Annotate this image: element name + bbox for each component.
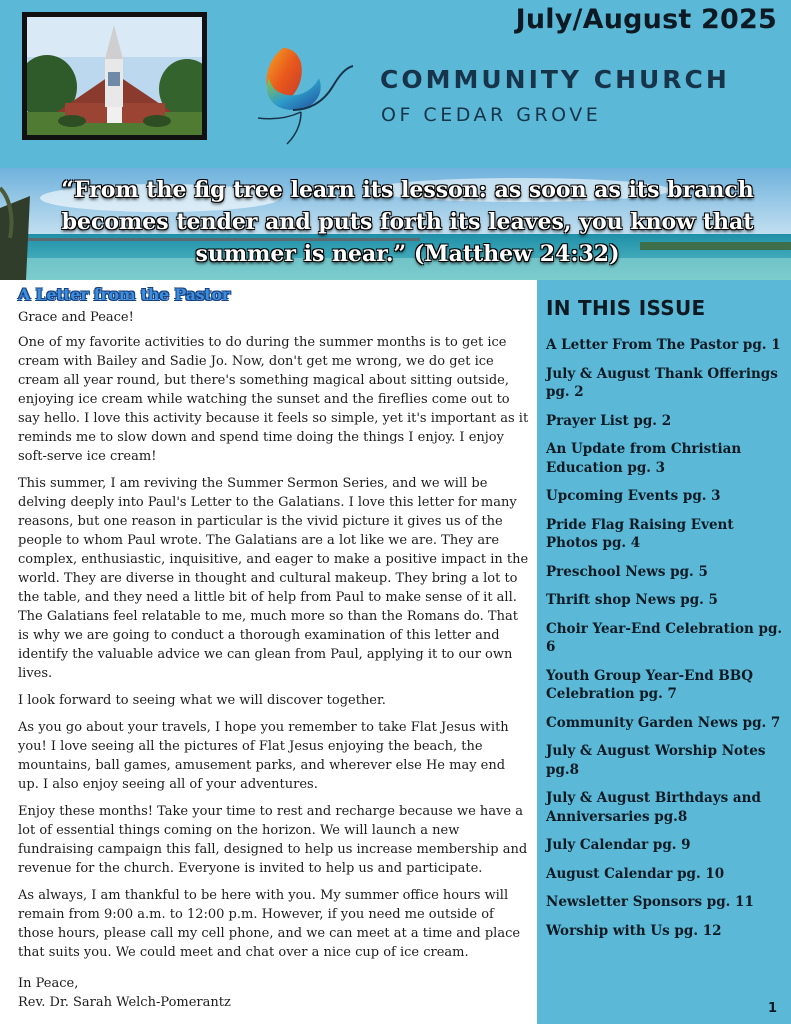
letter-greeting: Grace and Peace! bbox=[18, 310, 134, 325]
toc-item: Community Garden News pg. 7 bbox=[546, 714, 781, 731]
letter-signature: Rev. Dr. Sarah Welch-Pomerantz bbox=[18, 995, 231, 1010]
sidebar-title: IN THIS ISSUE bbox=[546, 296, 706, 320]
toc-item: July Calendar pg. 9 bbox=[546, 837, 691, 853]
toc-item: Worship with Us pg. 12 bbox=[546, 922, 722, 939]
toc-item: Thrift shop News pg. 5 bbox=[546, 592, 718, 608]
letter-paragraph: One of my favorite activities to do during the summer months is to get ice cream with Bailey and Sadie Jo. Now, don't get me wrong, we do get ice cream all year round, but there's something magical about sitting outside, enjoying ice cream while watching the sunset and the fireflies come out to say hello. I love this activity because it feels so simple, yet it's important as it reminds me to slow down and spend time doing the things I enjoy. I enjoy soft-serve ice cream! bbox=[18, 335, 529, 464]
letter-paragraph: As always, I am thankful to be here with you. My summer office hours will remain from 9:00 a.m. to 12:00 p.m. However, if you need me outside of those hours, please call my cell phone, and we can meet at a time and place that suits you. We could meet and chat over a nice cup of ice cream. bbox=[18, 888, 521, 960]
pastor-letter bbox=[18, 285, 530, 1012]
dove-flame-logo bbox=[253, 38, 363, 148]
church-photo bbox=[27, 17, 202, 135]
article-title: A Letter from the Pastor bbox=[18, 285, 230, 304]
letter-signoff bbox=[18, 974, 530, 1012]
church-subtitle: OF CEDAR GROVE bbox=[381, 104, 602, 126]
verse-line: summer is near.” (Matthew 24:32) bbox=[195, 241, 620, 267]
church-photo-frame bbox=[22, 12, 207, 140]
toc-item: Youth Group Year-End BBQ Celebration pg. 7 bbox=[546, 667, 753, 702]
toc-item: An Update from Christian Education pg. 3 bbox=[546, 441, 742, 476]
verse-line: “From the fig tree learn its lesson: as soon as its branch bbox=[61, 177, 754, 203]
letter-paragraph: I look forward to seeing what we will discover together. bbox=[18, 693, 386, 708]
issue-date: July/August 2025 bbox=[515, 4, 777, 35]
letter-closing: In Peace, bbox=[18, 976, 79, 991]
page-number: 1 bbox=[767, 1001, 777, 1016]
toc-item: Choir Year-End Celebration pg. 6 bbox=[546, 620, 783, 655]
newsletter-header bbox=[0, 0, 791, 168]
letter-paragraph: As you go about your travels, I hope you remember to take Flat Jesus with you! I love seeing all the pictures of Flat Jesus enjoying the beach, the mountains, ball games, amusement parks, and wherever else He may end up. I also enjoy seeing all of your adventures. bbox=[18, 720, 509, 792]
toc-item: Pride Flag Raising Event Photos pg. 4 bbox=[546, 516, 734, 551]
table-of-contents bbox=[546, 336, 784, 950]
scripture-banner bbox=[0, 168, 791, 280]
toc-item: A Letter From The Pastor pg. 1 bbox=[546, 337, 781, 353]
letter-paragraph: Enjoy these months! Take your time to rest and recharge because we have a lot of essential things coming on the horizon. We will launch a new fundraising campaign this fall, designed to help us increase membership and revenue for the church. Everyone is invited to help us and participate. bbox=[18, 804, 528, 876]
letter-paragraph: This summer, I am reviving the Summer Sermon Series, and we will be delving deeply into Paul's Letter to the Galatians. I love this letter for many reasons, but one reason in particular is the vivid picture it gives us of the people to whom Paul wrote. The Galatians are a lot like we are. They are complex, enthusiastic, inquisitive, and eager to make a positive impact in the world. They are diverse in thought and cultural makeup. They bring a lot to the table, and they need a little bit of help from Paul to make sense of it all. The Galatians feel relatable to me, much more so than the Romans do. That is why we are going to conduct a thorough examination of this letter and identify the valuable advice we can glean from Paul, applying it to our own lives. bbox=[18, 476, 529, 681]
toc-item: July & August Thank Offerings pg. 2 bbox=[546, 365, 778, 400]
toc-item: July & August Birthdays and Anniversaries pg.8 bbox=[546, 790, 761, 825]
in-this-issue-sidebar bbox=[537, 280, 791, 1024]
toc-item: Preschool News pg. 5 bbox=[546, 563, 708, 580]
toc-item: Upcoming Events pg. 3 bbox=[546, 488, 721, 504]
verse-line: becomes tender and puts forth its leaves, you know that bbox=[61, 209, 754, 235]
scripture-verse bbox=[40, 174, 775, 270]
toc-item: August Calendar pg. 10 bbox=[546, 865, 725, 882]
toc-item: Prayer List pg. 2 bbox=[546, 412, 672, 429]
church-name: COMMUNITY CHURCH bbox=[380, 65, 730, 94]
toc-item: Newsletter Sponsors pg. 11 bbox=[546, 894, 754, 910]
toc-item: July & August Worship Notes pg.8 bbox=[546, 743, 766, 778]
